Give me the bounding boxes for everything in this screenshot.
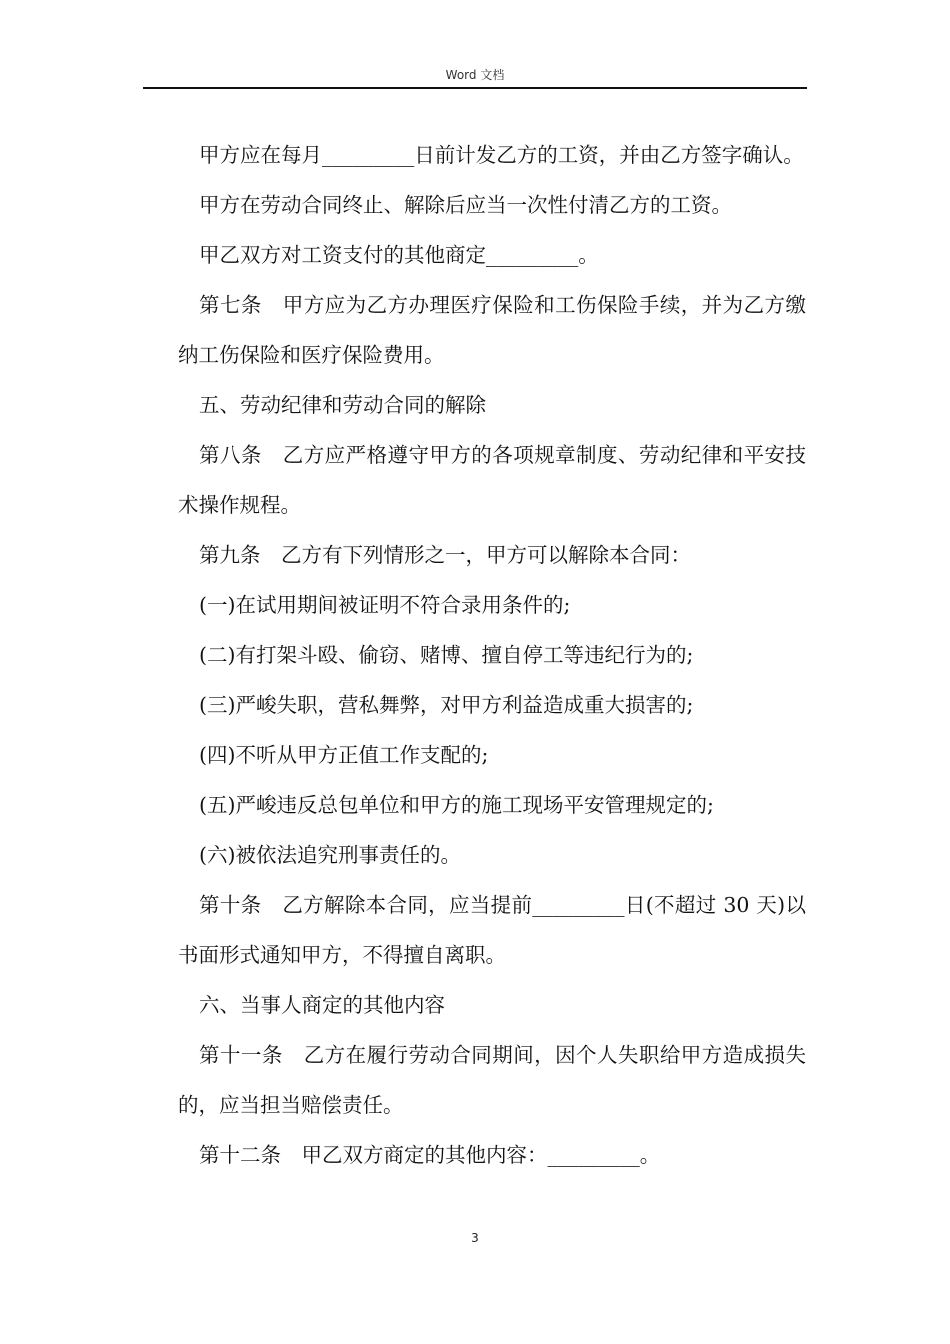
- header-divider: [143, 87, 807, 89]
- list-item-6: (六)被依法追究刑事责任的。: [199, 843, 461, 867]
- paragraph-article-9: 第九条 乙方有下列情形之一，甲方可以解除本合同：: [199, 543, 691, 567]
- page-header-title: Word 文档: [445, 68, 505, 82]
- paragraph-article-11: 第十一条 乙方在履行劳动合同期间，因个人失职给甲方造成损失的，应当担当赔偿责任。: [178, 1043, 806, 1117]
- paragraph-other-wage-agreement: 甲乙双方对工资支付的其他商定_________。: [199, 243, 599, 267]
- section-heading-5: 五、劳动纪律和劳动合同的解除: [199, 393, 486, 417]
- list-item-4: (四)不听从甲方正值工作支配的;: [199, 743, 489, 767]
- paragraph-article-7: 第七条 甲方应为乙方办理医疗保险和工伤保险手续，并为乙方缴纳工伤保险和医疗保险费用。: [178, 293, 806, 367]
- paragraph-wage-payment-date: 甲方应在每月_________日前计发乙方的工资，并由乙方签字确认。: [199, 143, 804, 167]
- paragraph-final-wage-settlement: 甲方在劳动合同终止、解除后应当一次性付清乙方的工资。: [199, 193, 732, 217]
- paragraph-article-10: 第十条 乙方解除本合同，应当提前_________日(不超过 30 天)以书面形式通知甲方，不得擅自离职。: [178, 893, 806, 967]
- page-number: 3: [471, 1231, 479, 1245]
- list-item-3: (三)严峻失职，营私舞弊，对甲方利益造成重大损害的;: [199, 693, 694, 717]
- paragraph-article-12: 第十二条 甲乙双方商定的其他内容：_________。: [199, 1143, 661, 1167]
- list-item-5: (五)严峻违反总包单位和甲方的施工现场平安管理规定的;: [199, 793, 714, 817]
- list-item-2: (二)有打架斗殴、偷窃、赌博、擅自停工等违纪行为的;: [199, 643, 694, 667]
- section-heading-6: 六、当事人商定的其他内容: [199, 993, 445, 1017]
- paragraph-article-8: 第八条 乙方应严格遵守甲方的各项规章制度、劳动纪律和平安技术操作规程。: [178, 443, 806, 517]
- document-body: [178, 130, 806, 1180]
- list-item-1: (一)在试用期间被证明不符合录用条件的;: [199, 593, 571, 617]
